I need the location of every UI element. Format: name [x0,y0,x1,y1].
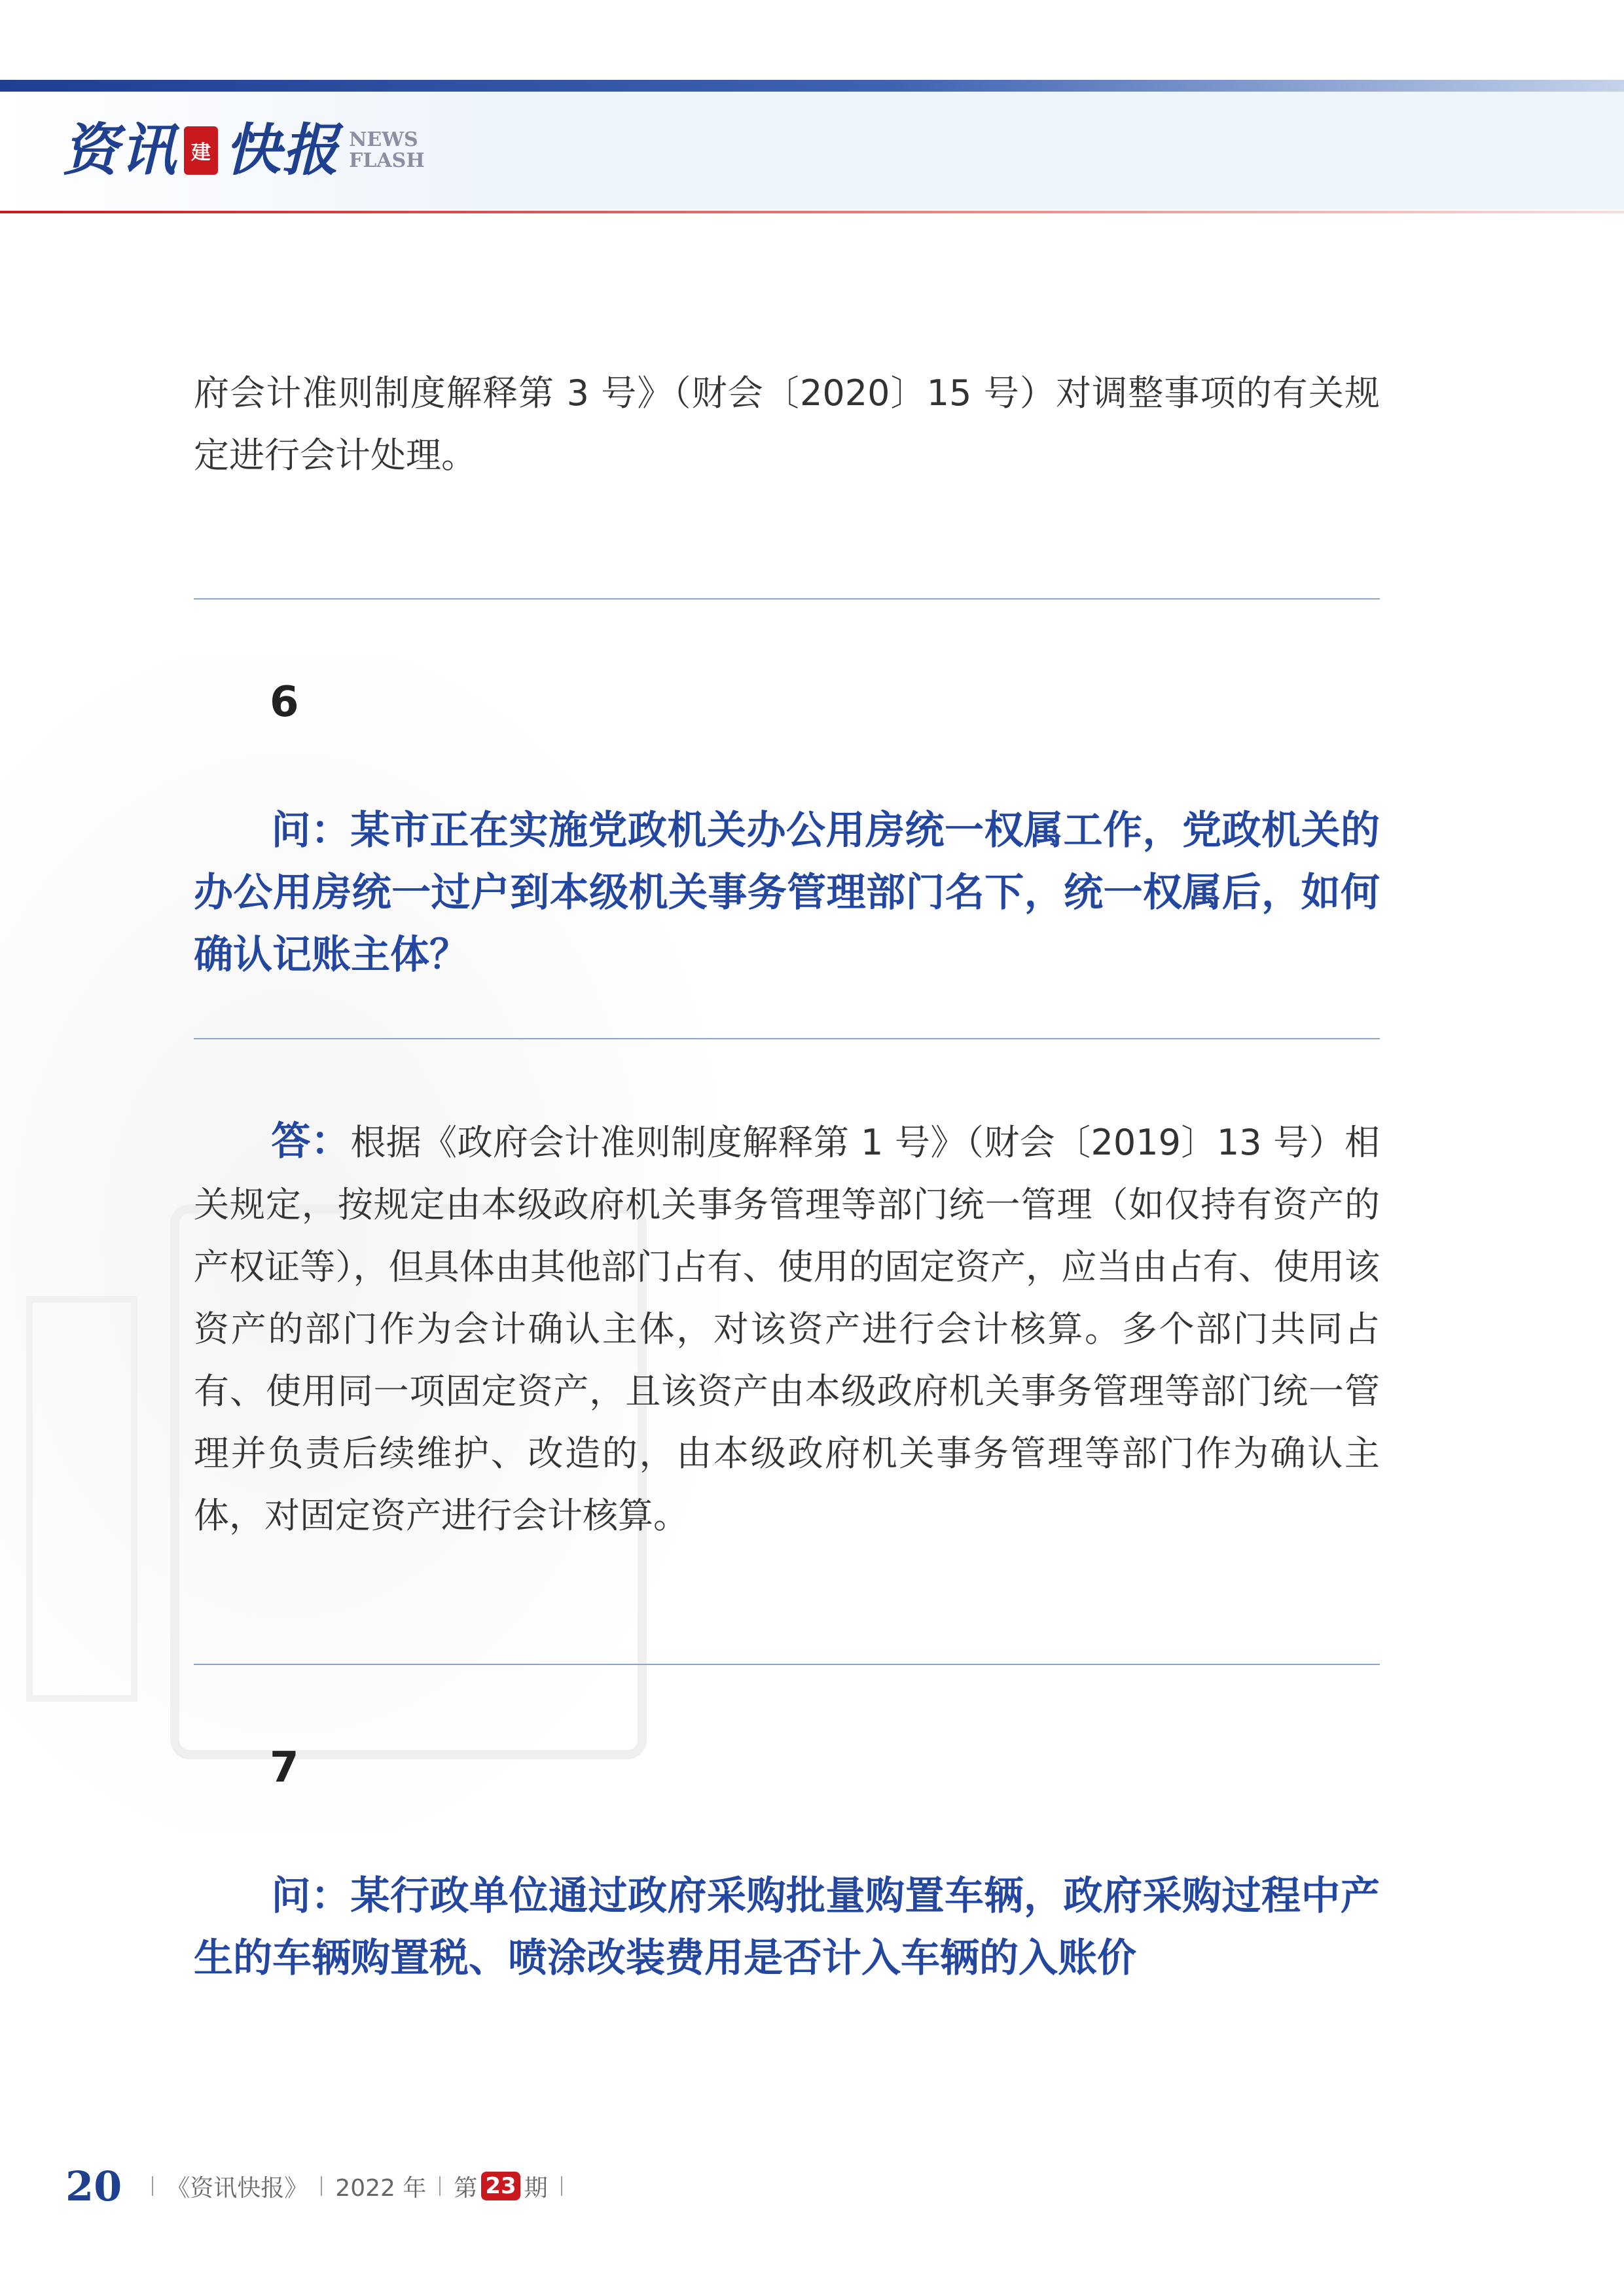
footer-separator [439,2176,441,2196]
answer-block [194,1111,1380,1547]
brand-title-part2: 快报 [225,117,340,183]
brand-english-line1: NEWS [349,128,418,151]
question-text [194,800,1380,986]
question-block [194,800,1380,986]
publication-year: 2022 年 [335,2174,427,2202]
question-text [194,1865,1380,1990]
continuation-block [194,362,1380,486]
section-divider [194,598,1380,600]
watermark-side-frame [26,1296,137,1702]
issue-number-badge: 23 [481,2172,520,2200]
header-top-rule [0,80,1624,92]
brand-logo [62,115,425,187]
header-red-rule [0,211,1624,213]
issue-prefix: 第 [454,2174,478,2202]
item-number: 7 [270,1744,299,1792]
item-number: 6 [270,678,299,726]
brand-english [349,130,425,171]
question-7-text: 问：某行政单位通过政府采购批量购置车辆，政府采购过程中产生的车辆购置税、喷涂改装费用是否计入车辆的入账价 [194,1873,1380,1981]
brand-title-part1: 资讯 [62,117,177,183]
question-block [194,1865,1380,1990]
answer-label: 答： [271,1119,351,1164]
footer-separator [152,2176,153,2196]
answer-paragraph [194,1111,1380,1547]
issue-suffix: 期 [524,2174,548,2202]
page-number: 20 [65,2162,122,2210]
answer-text: 根据《政府会计准则制度解释第 1 号》（财会〔2019〕13 号）相关规定，按规定由本级政府机关事务管理等部门统一管理（如仅持有资产的产权证等），但具体由其他部门占有、使用的固定资产，应当由占有、使用该资产的部门作为会计确认主体，对该资产进行会计核算。多个部门共同占有、使用同一项固定资产，且该资产由本级政府机关事务管理等部门统一管理并负责后续维护、改造的，由本级政府机关事务管理等部门作为确认主体，对固定资产进行会计核算。 [194,1122,1380,1536]
page-footer [65,2160,575,2212]
brand-english-line2: FLASH [349,149,425,172]
brand-seal-icon: 建 [184,126,218,175]
continuation-paragraph: 府会计准则制度解释第 3 号》（财会〔2020〕15 号）对调整事项的有关规定进行会计处理。 [194,372,1380,476]
question-6-text: 问：某市正在实施党政机关办公用房统一权属工作，党政机关的办公用房统一过户到本级机关事务管理部门名下，统一权属后，如何确认记账主体？ [194,808,1380,978]
publication-name: 《资讯快报》 [166,2174,308,2202]
section-divider [194,1664,1380,1665]
footer-separator [321,2176,322,2196]
section-divider [194,1038,1380,1039]
footer-separator [561,2176,562,2196]
